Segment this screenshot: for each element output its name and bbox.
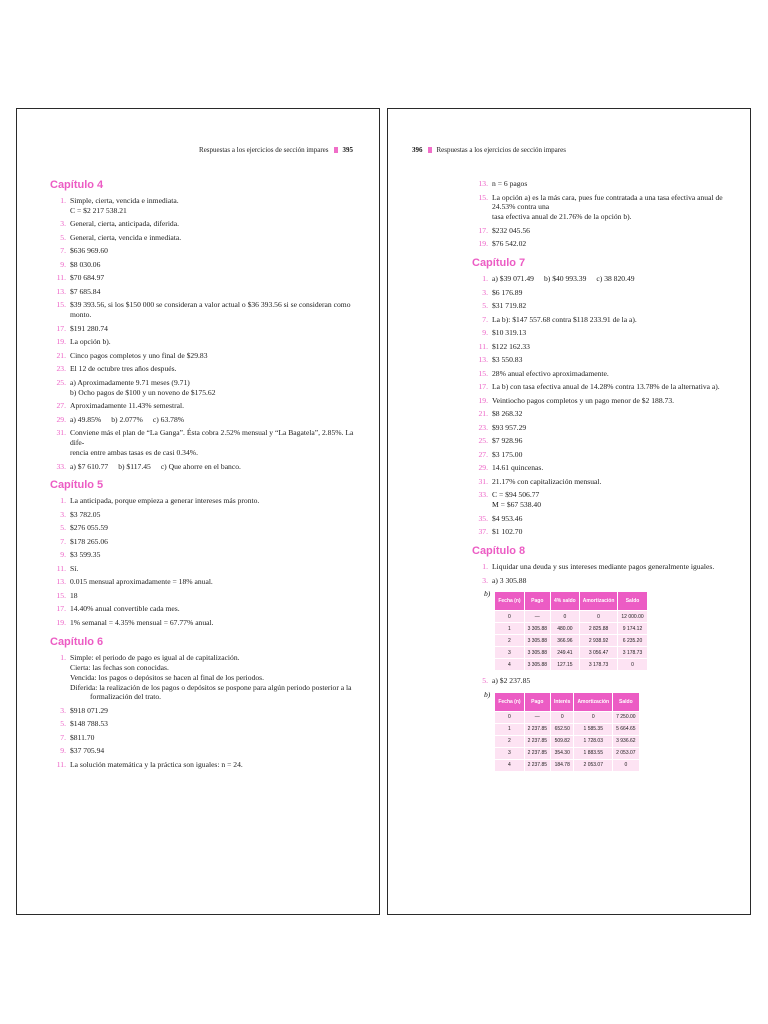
table-row: [495, 747, 639, 759]
table-cell: 4: [495, 759, 524, 771]
table-header: Pago: [524, 592, 550, 611]
running-head-title: Respuestas a los ejercicios de sección impares: [199, 146, 329, 154]
answer-item: 3. $3 782.05: [60, 509, 101, 519]
answer-item: 25. a) Aproximadamente 9.71 meses (9.71) b) Ocho pagos de $100 y un noveno de $175.62: [56, 377, 216, 397]
answer-item: 3. $6 176.89: [482, 287, 523, 297]
table-block-1: [472, 589, 738, 676]
answer-item: 37. $1 102.70: [478, 527, 523, 537]
running-head: [412, 146, 566, 154]
answer-item: 19. Veintiocho pagos completos y un pago menor de $2 188.73.: [478, 395, 675, 405]
answer-item: 5. a) $2 237.85: [482, 676, 531, 686]
table-cell: 3 305.88: [524, 635, 550, 647]
pink-marker: [334, 147, 338, 153]
answer-item: 17. $232 045.56: [478, 225, 530, 235]
table-cell: 127.15: [551, 659, 580, 671]
chapter-title-6: Capítulo 6: [50, 635, 104, 648]
answer-item: 13. $7 685.84: [56, 286, 101, 296]
answer-item: 7. $636 969.60: [60, 246, 108, 256]
table-cell: 9 174.12: [618, 623, 647, 635]
table-cell: 1: [495, 623, 524, 635]
table-cell: 366.96: [551, 635, 580, 647]
answer-item: 11. Sí.: [56, 563, 79, 573]
table-cell: 2 237.85: [524, 747, 550, 759]
answer-item: 7. $811.70: [60, 732, 95, 742]
table-cell: 480.00: [551, 623, 580, 635]
answer-item: 1. Liquidar una deuda y sus intereses mediante pagos generalmente iguales.: [482, 562, 715, 572]
right-page: [387, 108, 751, 915]
answer-item: 13. 0.015 mensual aproximadamente = 18% anual.: [56, 577, 213, 587]
table-cell: 2: [495, 635, 524, 647]
table-cell: 2 825.88: [579, 623, 618, 635]
left-page: [16, 108, 380, 915]
table-header: Interés: [551, 692, 574, 711]
table-header: Amortización: [574, 692, 613, 711]
answer-item: 27. $3 175.00: [478, 449, 523, 459]
answer-item: 27. Aproximadamente 11.43% semestral.: [56, 401, 185, 411]
table-header: Pago: [524, 692, 550, 711]
table-cell: 1 883.55: [574, 747, 613, 759]
table-header: Saldo: [618, 592, 647, 611]
table-cell: 2 237.85: [524, 723, 550, 735]
table-cell: 4: [495, 659, 524, 671]
answer-item: 9. $10 319.13: [482, 328, 527, 338]
answer-item: 33. C = $94 506.77 M = $67 538.40: [478, 490, 542, 510]
table-cell: 0: [495, 611, 524, 623]
table-row: [495, 759, 639, 771]
pink-marker: [428, 147, 432, 153]
table-cell: 0: [579, 611, 618, 623]
answer-item: 13. n = 6 pagos: [478, 179, 528, 188]
table-cell: 1 728.03: [574, 735, 613, 747]
running-head-title: Respuestas a los ejercicios de sección impares: [436, 146, 566, 154]
table-cell: 1: [495, 723, 524, 735]
answer-item: 19. La opción b).: [56, 337, 111, 347]
answer-item: 7. $178 265.06: [60, 536, 108, 546]
answer-item: 1. Simple, cierta, vencida e inmediata. C = $2 217 538.21: [60, 196, 179, 215]
table-cell: 0: [574, 711, 613, 723]
answer-item: 9. $37 705.94: [60, 746, 105, 756]
table-header: Fecha (n): [495, 692, 524, 711]
chapter-title-5: Capítulo 5: [50, 479, 104, 492]
answer-item: 19. 1% semanal = 4.35% mensual = 67.77% anual.: [56, 617, 214, 627]
amortization-table-1: [494, 591, 647, 671]
answer-item: 5. $276 055.59: [60, 523, 108, 533]
table-cell: 3 305.88: [524, 659, 550, 671]
answer-item: 35. $4 953.46: [478, 513, 523, 523]
table-block-2: [472, 690, 738, 777]
table-cell: 0: [613, 759, 639, 771]
answer-item: 17. 14.40% anual convertible cada mes.: [56, 604, 180, 614]
answer-item: 1. a) $39 071.49 b) $40 993.39 c) 38 820.49: [482, 274, 635, 284]
table-cell: 3: [495, 647, 524, 659]
answer-item: 11. $122 162.33: [478, 341, 530, 351]
table-row: [495, 647, 647, 659]
left-content: [50, 179, 363, 773]
running-head: [199, 146, 353, 154]
answer-item: 17. $191 280.74: [56, 323, 108, 333]
answer-item: 3. $918 071.29: [60, 705, 108, 715]
part-b-label: b): [484, 689, 491, 699]
table-row: [495, 659, 647, 671]
answer-item: 9. $8 030.06: [60, 259, 101, 269]
answer-item: 15. $39 393.56, si los $150 000 se consideran a valor actual o $36 393.56 si se consideran como monto.: [56, 300, 351, 320]
table-cell: 2 237.85: [524, 735, 550, 747]
table-cell: 509.82: [551, 735, 574, 747]
table-cell: 0: [551, 711, 574, 723]
answer-item: 5. $31 719.82: [482, 301, 527, 311]
chapter-title-8: Capítulo 8: [472, 545, 526, 558]
table-cell: 2 237.85: [524, 759, 550, 771]
answer-item: 29. 14.61 quincenas.: [478, 463, 544, 473]
answer-item: 17. La b) con tasa efectiva anual de 14.28% contra 13.78% de la alternativa a).: [478, 382, 720, 392]
table-cell: 0: [495, 711, 524, 723]
page-number: 396: [412, 146, 423, 154]
table-cell: 1 585.35: [574, 723, 613, 735]
table-cell: 6 235.20: [618, 635, 647, 647]
answer-item: 25. $7 928.96: [478, 436, 523, 446]
table-row: [495, 623, 647, 635]
table-cell: 3 305.88: [524, 623, 550, 635]
table-cell: 3 305.88: [524, 647, 550, 659]
chapter-title-7: Capítulo 7: [472, 257, 526, 270]
answer-item: 1. Simple: el periodo de pago es igual al de capitalización. Cierta: las fechas son conocidas. Vencida: los pagos o depósitos se hacen al final de los periodos. Diferida: la realización de los pagos o depósitos se pospone para algún periodo posterior a la formalización del trato.: [60, 652, 352, 702]
answer-item: 11. $70 684.97: [56, 273, 105, 283]
answer-item: 5. General, cierta, vencida e inmediata.: [60, 232, 182, 242]
answer-item: 33. a) $7 610.77 b) $117.45 c) Que ahorre en el banco.: [56, 461, 241, 471]
amortization-table-2: [494, 692, 639, 772]
table-cell: 249.41: [551, 647, 580, 659]
answer-item: 13. $3 550.83: [478, 355, 523, 365]
answer-item: 7. La b): $147 557.68 contra $118 233.91 de la a).: [482, 314, 637, 324]
answer-item: 9. $3 599.35: [60, 550, 101, 560]
table-cell: 12 000.00: [618, 611, 647, 623]
chapter-title-4: Capítulo 4: [50, 179, 104, 191]
table-cell: 2 053.07: [613, 747, 639, 759]
table-row: [495, 611, 647, 623]
part-b-label: b): [484, 589, 491, 599]
table-cell: 2 938.92: [579, 635, 618, 647]
table-cell: 184.78: [551, 759, 574, 771]
table-row: [495, 711, 639, 723]
table-cell: 0: [551, 611, 580, 623]
answer-item: 11. La solución matemática y la práctica son iguales: n = 24.: [56, 759, 243, 769]
answer-item: 29. a) 49.85% b) 2.077% c) 63.78%: [56, 414, 185, 424]
page-number: 395: [342, 146, 353, 154]
table-cell: 2: [495, 735, 524, 747]
answer-item: 21. Cinco pagos completos y uno final de $29.83: [56, 350, 208, 360]
table-row: [495, 635, 647, 647]
table-cell: 7 250.00: [613, 711, 639, 723]
table-header: 4% saldo: [551, 592, 580, 611]
table-row: [495, 723, 639, 735]
table-cell: —: [524, 611, 550, 623]
answer-item: 15. 18: [56, 590, 78, 600]
answer-item: 3. a) 3 305.88: [482, 575, 527, 585]
table-header: Saldo: [613, 692, 639, 711]
table-cell: 3 178.73: [579, 659, 618, 671]
table-header: Fecha (n): [495, 592, 524, 611]
answer-item: 3. General, cierta, anticipada, diferida.: [60, 219, 179, 229]
answer-item: 15. 28% anual efectivo aproximadamente.: [478, 368, 609, 378]
answer-item: 21. $8 268.32: [478, 409, 523, 419]
table-cell: 5 664.65: [613, 723, 639, 735]
table-row: [495, 735, 639, 747]
table-header: Amortización: [579, 592, 618, 611]
answer-item: 5. $148 788.53: [60, 719, 108, 729]
answer-item: 19. $76 542.02: [478, 239, 527, 249]
table-cell: 3 056.47: [579, 647, 618, 659]
answer-item: 1. La anticipada, porque empieza a generar intereses más pronto.: [60, 496, 260, 506]
table-cell: —: [524, 711, 550, 723]
answer-item: 31. 21.17% con capitalización mensual.: [478, 476, 602, 486]
answer-item: 31. Conviene más el plan de “La Ganga”. Ésta cobra 2.52% mensual y “La Bagatela”, 2.85%. La dife- rencia entre ambas tasas es de casi 0.34%.: [56, 428, 354, 458]
table-cell: 3 936.62: [613, 735, 639, 747]
answer-item: 23. $93 957.29: [478, 422, 527, 432]
table-cell: 3: [495, 747, 524, 759]
right-content: [472, 179, 738, 777]
answer-item: 23. El 12 de octubre tres años después.: [56, 364, 177, 374]
table-cell: 3 178.73: [618, 647, 647, 659]
table-cell: 0: [618, 659, 647, 671]
table-cell: 652.50: [551, 723, 574, 735]
table-cell: 2 053.07: [574, 759, 613, 771]
table-cell: 354.30: [551, 747, 574, 759]
answer-item: 15. La opción a) es la más cara, pues fue contratada a una tasa efectiva anual de 24.53% contra una tasa efectiva anual de 21.76% de la opción b).: [478, 192, 723, 222]
